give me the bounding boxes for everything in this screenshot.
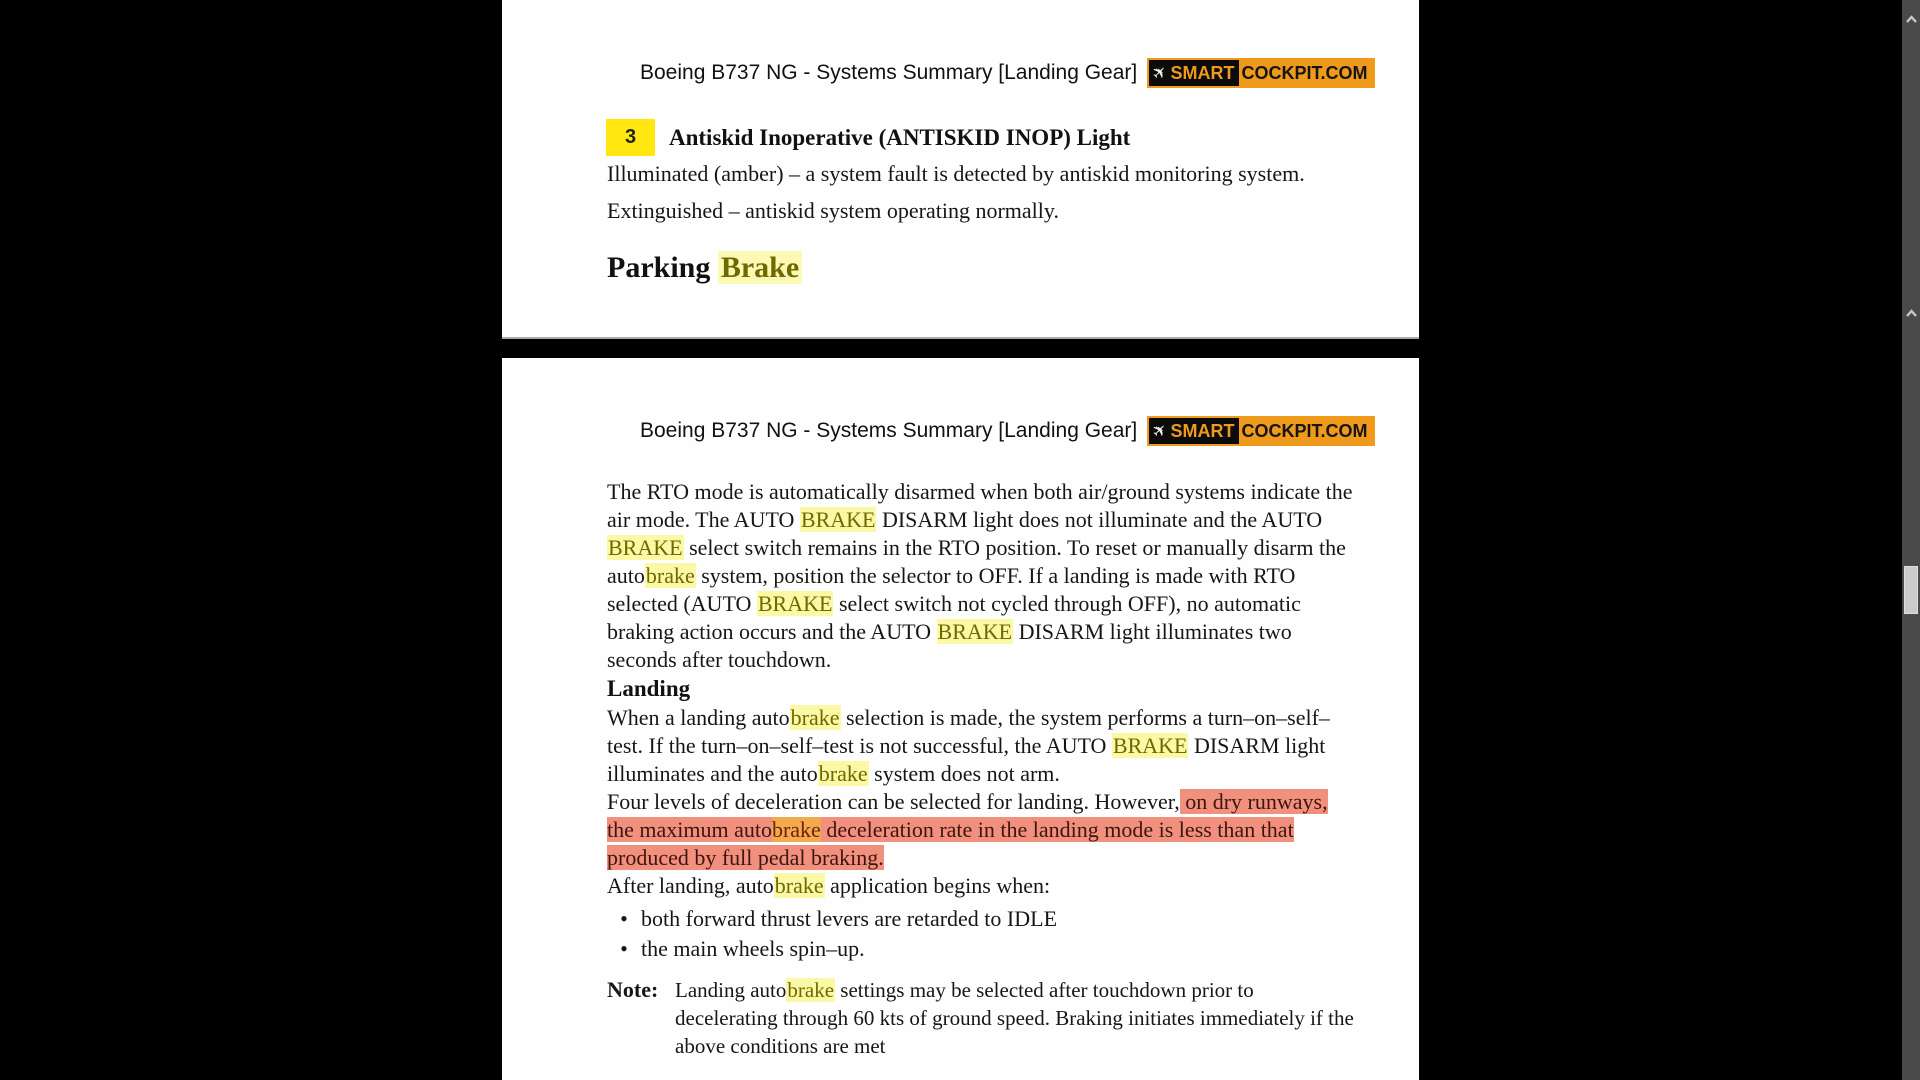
- paragraph-landing-autobrake: When a landing autobrake selection is made, the system performs a turn–on–self–test. If the turn–on–self–test is not successful, the AUTO BRAKE DISARM light illuminates and the autobrake system does not arm.: [607, 705, 1330, 786]
- paragraph-rto-mode: The RTO mode is automatically disarmed when both air/ground systems indicate the air mode. The AUTO BRAKE DISARM light does not illuminate and the AUTO BRAKE select switch remains in the RTO position. To reset or manually disarm the autobrake system, position the selector to OFF. If a landing is made with RTO selected (AUTO BRAKE select switch not cycled through OFF), no automatic braking action occurs and the AUTO BRAKE DISARM light illuminates two seconds after touchdown.: [607, 479, 1353, 672]
- autobrake-conditions-list: [607, 904, 1354, 964]
- list-item-text: the main wheels spin–up.: [641, 936, 865, 961]
- document-header-title: Boeing B737 NG - Systems Summary [Landing Gear]: [640, 419, 1138, 442]
- parking-brake-heading-highlight: Brake: [718, 251, 802, 284]
- list-item: [607, 934, 1354, 964]
- scroll-up-button[interactable]: [1902, 10, 1920, 28]
- bullet-icon: •: [620, 906, 628, 931]
- bullet-icon: •: [620, 936, 628, 961]
- page2-header: [640, 416, 1375, 446]
- note-text: Landing autobrake settings may be selected after touchdown prior to decelerating through 60 kts of ground speed. Braking initiates immediately if the above conditions are met: [675, 978, 1354, 1058]
- landing-subheading: Landing: [607, 676, 691, 701]
- logo-text-cockpit: COCKPIT.COM: [1239, 60, 1373, 86]
- parking-brake-heading: [607, 251, 802, 285]
- chevron-up-icon: [1905, 309, 1918, 318]
- scroll-up-button-secondary[interactable]: [1902, 304, 1920, 322]
- list-item: [607, 904, 1354, 934]
- paragraph-extinguished: Extinguished – antiskid system operating normally.: [607, 198, 1059, 223]
- smartcockpit-logo: [1147, 58, 1375, 88]
- paragraph-four-levels: Four levels of deceleration can be selected for landing. However, on dry runways, the maximum autobrake deceleration rate in the landing mode is less than that produced by full pedal braking.: [607, 789, 1328, 870]
- section-heading-row: [606, 119, 1130, 156]
- note-block: [607, 976, 1354, 1060]
- section-title: Antiskid Inoperative (ANTISKID INOP) Light: [669, 124, 1131, 150]
- vertical-scrollbar[interactable]: [1902, 0, 1920, 1080]
- scrollbar-thumb[interactable]: [1904, 566, 1918, 614]
- note-label: Note:: [607, 977, 659, 1002]
- logo-text-smart: SMART: [1170, 420, 1235, 441]
- logo-text-cockpit: COCKPIT.COM: [1239, 418, 1373, 444]
- list-item-text: both forward thrust levers are retarded to IDLE: [641, 906, 1058, 931]
- pdf-page-2: [502, 358, 1419, 1080]
- airplane-icon: ✈: [1148, 418, 1172, 443]
- paragraph-illuminated: Illuminated (amber) – a system fault is detected by antiskid monitoring system.: [607, 161, 1305, 186]
- smartcockpit-logo: [1147, 416, 1375, 446]
- page2-text-column: [607, 478, 1354, 1060]
- page1-header: [640, 58, 1375, 88]
- chevron-up-icon: [1905, 15, 1918, 24]
- logo-text-smart: SMART: [1170, 62, 1235, 83]
- airplane-icon: ✈: [1148, 60, 1172, 85]
- document-header-title: Boeing B737 NG - Systems Summary [Landing Gear]: [640, 61, 1138, 84]
- paragraph-after-landing: After landing, autobrake application begins when:: [607, 873, 1051, 898]
- section-number-badge: 3: [606, 119, 655, 156]
- smartcockpit-logo-left: [1149, 418, 1239, 444]
- pdf-page-1: [502, 0, 1419, 339]
- parking-brake-heading-plain: Parking: [607, 251, 718, 284]
- smartcockpit-logo-left: [1149, 60, 1239, 86]
